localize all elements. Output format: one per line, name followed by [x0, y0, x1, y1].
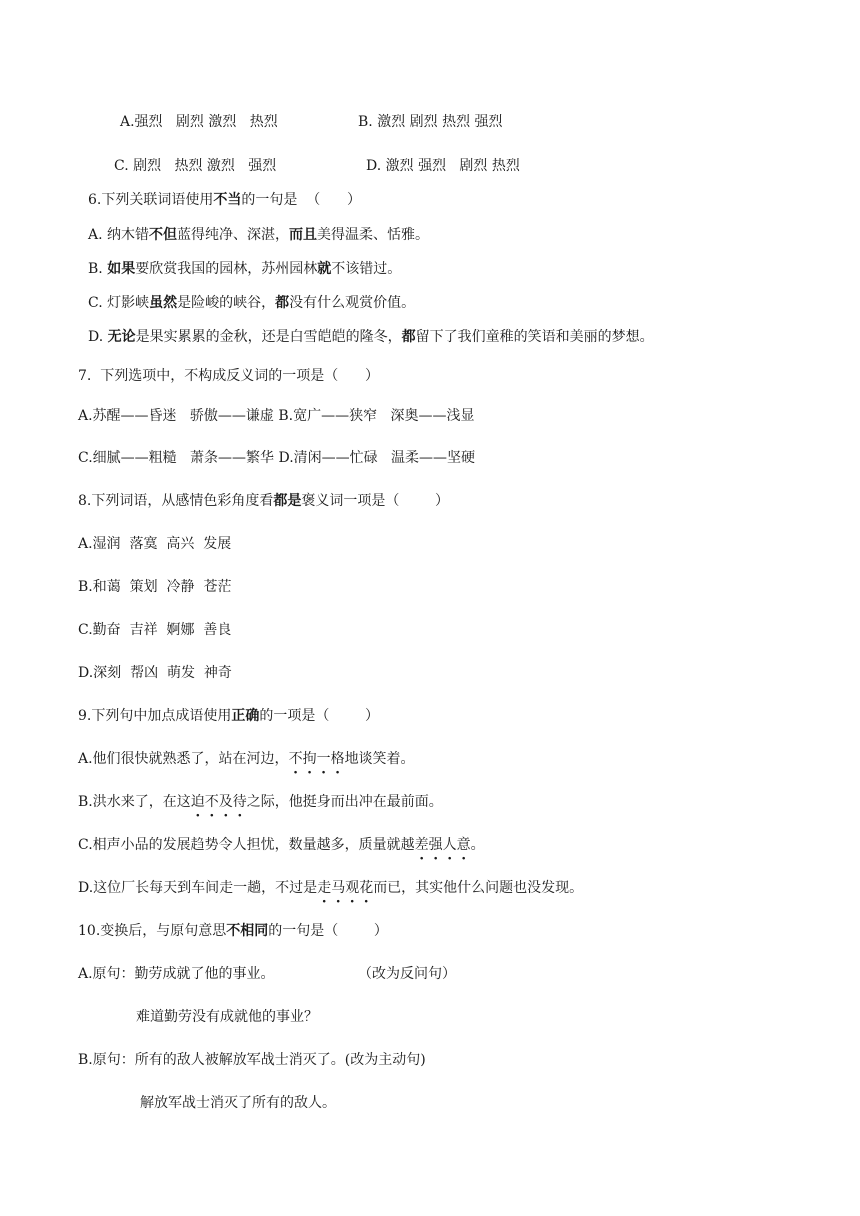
emphasis-char: 拘	[302, 751, 317, 767]
q9-option-a: A.他们很快就熟悉了，站在河边，不拘一格地谈笑着。	[78, 751, 415, 767]
emphasis-char: 一	[316, 751, 331, 767]
emphasis-char: 观	[345, 880, 360, 896]
emphasis-char: 马	[331, 880, 346, 896]
emphasis-char: 迫	[190, 794, 205, 810]
emphasis-char: 花	[359, 880, 374, 896]
q8-stem: 8.下列词语，从感情色彩角度看都是褒义词一项是（ ）	[78, 493, 449, 509]
q6-option-c: C. 灯影峡虽然是险峻的峡谷，都没有什么观赏价值。	[88, 295, 416, 311]
dotted-idiom	[191, 794, 247, 810]
q7-options-ab: A.苏醒——昏迷 骄傲——谦虚 B.宽广——狭窄 深奥——浅显	[78, 408, 475, 424]
q10-option-b-original: B.原句：所有的敌人被解放军战士消灭了。(改为主动句)	[78, 1052, 426, 1068]
q10-option-a-original: A.原句：勤劳成就了他的事业。	[78, 966, 275, 982]
emphasis-char: 人	[442, 837, 457, 853]
q9-stem: 9.下列句中加点成语使用正确的一项是（ ）	[78, 708, 379, 724]
dotted-idiom	[289, 751, 345, 767]
q6-option-b: B. 如果要欣赏我国的园林，苏州园林就不该错过。	[88, 261, 402, 277]
emphasis-char: 强	[428, 837, 443, 853]
q6-stem: 6.下列关联词语使用不当的一句是 （ ）	[88, 192, 361, 208]
dotted-idiom	[415, 837, 471, 853]
emphasis-char: 待	[232, 794, 247, 810]
q10-stem: 10.变换后，与原句意思不相同的一句是（ ）	[78, 923, 388, 939]
q5-option-c: C. 剧烈 热烈 激烈 强烈	[114, 158, 277, 174]
q7-stem: 7. 下列选项中，不构成反义词的一项是（ ）	[78, 368, 379, 384]
emphasis-char: 走	[317, 880, 332, 896]
emphasis-char: 意	[456, 837, 471, 853]
q5-option-b: B. 激烈 剧烈 热烈 强烈	[358, 114, 503, 130]
emphasis-char: 不	[288, 751, 303, 767]
q8-option-a: A.湿润 落寞 高兴 发展	[78, 536, 232, 552]
q5-option-a: A.强烈 剧烈 激烈 热烈	[120, 114, 278, 130]
emphasis-char: 差	[414, 837, 429, 853]
q6-option-d: D. 无论是果实累累的金秋，还是白雪皑皑的隆冬，都留下了我们童稚的笑语和美丽的梦想。	[88, 329, 654, 345]
q7-options-cd: C.细腻——粗糙 萧条——繁华 D.清闲——忙碌 温柔——坚硬	[78, 450, 475, 466]
q9-option-d: D.这位厂长每天到车间走一趟，不过是走马观花而已，其实他什么问题也没发现。	[78, 880, 584, 896]
q10-option-a-answer: 难道勤劳没有成就他的事业？	[136, 1009, 318, 1025]
q10-option-b-answer: 解放军战士消灭了所有的敌人。	[140, 1095, 336, 1111]
q9-option-c: C.相声小品的发展趋势令人担忧，数量越多，质量就越差强人意。	[78, 837, 485, 853]
q8-option-c: C.勤奋 吉祥 婀娜 善良	[78, 622, 232, 638]
q6-option-a: A. 纳木错不但蓝得纯净、深湛，而且美得温柔、恬雅。	[88, 227, 430, 243]
emphasis-char: 不	[204, 794, 219, 810]
emphasis-char: 格	[330, 751, 345, 767]
q10-option-a-note: （改为反问句）	[358, 966, 456, 982]
q5-option-d: D. 激烈 强烈 剧烈 热烈	[366, 158, 520, 174]
q8-option-b: B.和蔼 策划 冷静 苍茫	[78, 579, 232, 595]
q8-option-d: D.深刻 帮凶 萌发 神奇	[78, 665, 232, 681]
emphasis-char: 及	[218, 794, 233, 810]
dotted-idiom	[317, 880, 373, 896]
q9-option-b: B.洪水来了，在这迫不及待之际，他挺身而出冲在最前面。	[78, 794, 443, 810]
